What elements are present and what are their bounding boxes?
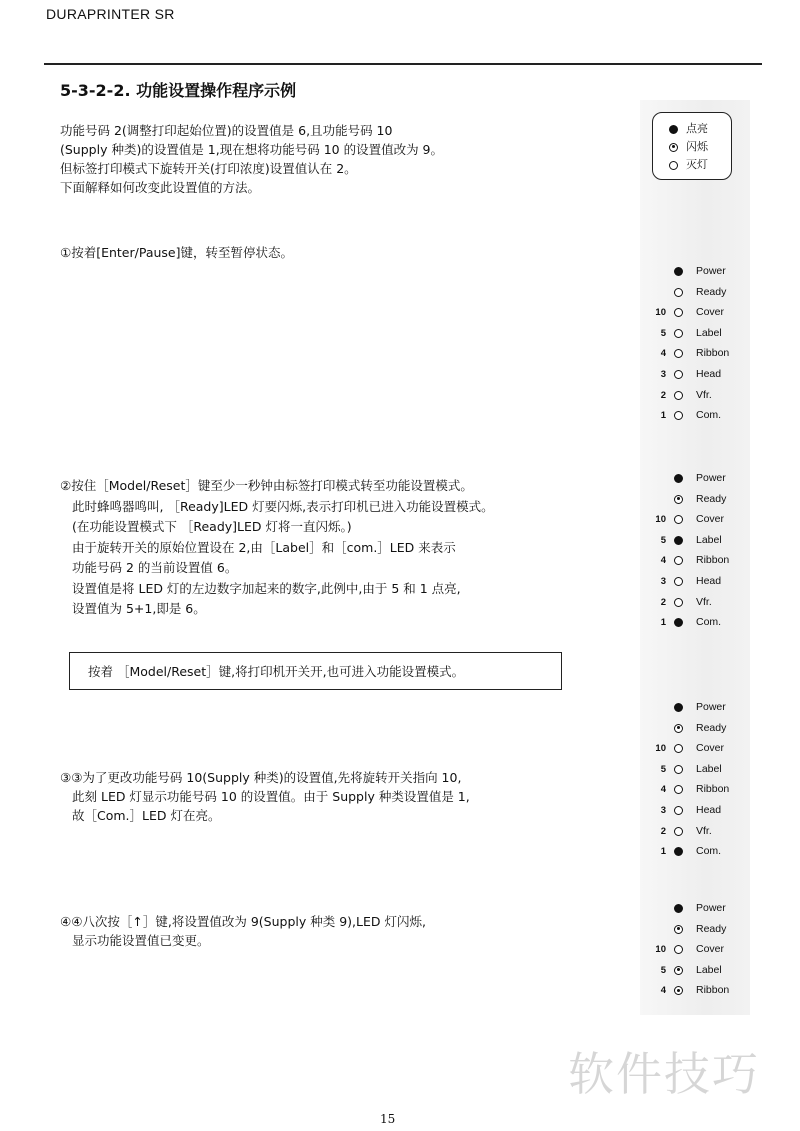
legend-row-off (669, 156, 708, 174)
intro-line: 下面解释如何改变此设置值的方法。 (60, 180, 261, 195)
led-off-icon (674, 556, 683, 565)
led-off-icon (674, 945, 683, 954)
led-row-ready (652, 490, 752, 510)
led-row-power (652, 469, 752, 489)
led-off-icon (674, 411, 683, 420)
led-number: 10 (655, 307, 666, 319)
led-label: Label (696, 533, 722, 546)
led-row-com (652, 842, 752, 862)
led-number: 3 (660, 805, 666, 816)
led-label: Com. (696, 845, 722, 858)
led-row-ribbon (652, 780, 752, 800)
step-3-line: 此刻 LED 灯显示功能号码 10 的设置值。由于 Supply 种类设置值是 1, (72, 789, 470, 804)
led-row-label (652, 961, 752, 981)
led-row-cover (652, 940, 752, 960)
led-row-ribbon (652, 981, 752, 1001)
led-row-power (652, 698, 752, 718)
led-number: 10 (655, 514, 666, 526)
header-rule (44, 63, 762, 65)
led-on-icon (674, 474, 683, 483)
led-number: 3 (660, 576, 666, 587)
led-blink-icon (674, 966, 683, 975)
intro-line: 但标签打印模式下旋转开关(打印浓度)设置值认在 2。 (60, 161, 357, 176)
led-label: Label (696, 762, 722, 775)
led-number: 10 (655, 944, 666, 956)
led-number: 5 (660, 763, 666, 775)
intro-line: (Supply 种类)的设置值是 1,现在想将功能号码 10 的设置值改为 9。 (60, 142, 444, 157)
led-label: Vfr. (696, 824, 712, 837)
led-off-icon (674, 391, 683, 400)
intro-line: 功能号码 2(调整打印起始位置)的设置值是 6,且功能号码 10 (60, 123, 393, 138)
led-on-icon (674, 618, 683, 627)
led-off-icon (674, 370, 683, 379)
step-1-line: ①按着[Enter/Pause]键，转至暂停状态。 (60, 245, 293, 260)
led-row-com (652, 613, 752, 633)
led-off-icon (674, 785, 683, 794)
watermark: 软件技巧 (568, 1047, 760, 1101)
step-4-line: ④④八次按［↑］键,将设置值改为 9(Supply 种类 9),LED 灯闪烁, (60, 914, 426, 929)
led-label: Ready (696, 721, 727, 734)
led-number: 1 (660, 846, 666, 858)
led-label: Power (696, 701, 726, 713)
led-label: Head (696, 575, 722, 587)
led-label: Ready (696, 492, 727, 505)
led-number: 4 (660, 555, 666, 567)
led-off-icon (674, 288, 683, 297)
led-label: Head (696, 804, 722, 816)
led-number: 5 (660, 534, 666, 546)
led-label: Cover (696, 742, 725, 755)
step-2 (60, 476, 494, 620)
step-2-line: 由于旋转开关的原始位置设在 2,由［Label］和［com.］LED 来表示 (72, 539, 456, 555)
led-label: Power (696, 472, 726, 484)
led-label: Ribbon (696, 554, 730, 567)
page-number: 15 (380, 1112, 396, 1126)
led-off-icon (674, 598, 683, 607)
led-blink-icon (674, 495, 683, 504)
legend-label: 闪烁 (686, 140, 708, 153)
step-2-line: ②按住［Model/Reset］键至少一秒钟由标签打印模式转至功能设置模式。 (60, 478, 473, 493)
led-number: 5 (660, 327, 666, 339)
led-label: Cover (696, 943, 725, 956)
led-label: Ready (696, 285, 727, 298)
led-label: Com. (696, 616, 722, 629)
led-number: 4 (660, 784, 666, 796)
legend-label: 灭灯 (686, 158, 708, 171)
led-row-label (652, 531, 752, 551)
led-number: 10 (655, 743, 666, 755)
led-row-cover (652, 510, 752, 530)
intro-paragraph (60, 121, 443, 197)
step-4-line: 显示功能设置值已变更。 (72, 933, 210, 948)
led-row-power (652, 899, 752, 919)
led-label: Ribbon (696, 783, 730, 796)
led-label: Ribbon (696, 984, 730, 997)
led-row-vfr (652, 822, 752, 842)
led-label: Ribbon (696, 347, 730, 360)
led-number: 1 (660, 410, 666, 422)
step-4 (60, 912, 426, 950)
led-label: Label (696, 963, 722, 976)
led-row-label (652, 760, 752, 780)
led-on-icon (674, 267, 683, 276)
led-row-com (652, 406, 752, 426)
step-3-line: 故［Com.］LED 灯在亮。 (72, 808, 221, 823)
led-number: 3 (660, 369, 666, 380)
led-row-vfr (652, 593, 752, 613)
led-number: 2 (660, 596, 666, 608)
led-blink-icon (674, 925, 683, 934)
led-row-head (652, 365, 752, 385)
led-row-head (652, 572, 752, 592)
led-row-label (652, 324, 752, 344)
legend-row-blink (669, 138, 708, 156)
led-off-icon (674, 515, 683, 524)
led-off-icon (674, 744, 683, 753)
led-on-icon (674, 536, 683, 545)
led-number: 4 (660, 985, 666, 997)
led-number: 5 (660, 964, 666, 976)
led-label: Label (696, 326, 722, 339)
led-label: Cover (696, 513, 725, 526)
led-blink-icon (674, 724, 683, 733)
led-label: Ready (696, 922, 727, 935)
led-off-icon (669, 161, 678, 170)
led-off-icon (674, 308, 683, 317)
led-off-icon (674, 765, 683, 774)
section-title: 5-3-2-2. 功能设置操作程序示例 (60, 81, 297, 100)
step-3 (60, 768, 470, 825)
led-row-cover (652, 303, 752, 323)
led-label: Power (696, 902, 726, 914)
led-label: Vfr. (696, 595, 712, 608)
led-label: Vfr. (696, 388, 712, 401)
led-row-ribbon (652, 344, 752, 364)
led-row-cover (652, 739, 752, 759)
led-label: Head (696, 368, 722, 380)
step-2-line: 功能号码 2 的当前设置值 6。 (72, 560, 238, 575)
legend-row-on (669, 120, 708, 138)
led-off-icon (674, 806, 683, 815)
led-row-ribbon (652, 551, 752, 571)
step-3-line: ③③为了更改功能号码 10(Supply 种类)的设置值,先将旋转开关指向 10, (60, 770, 462, 785)
led-row-ready (652, 283, 752, 303)
led-on-icon (674, 703, 683, 712)
step-1 (60, 243, 293, 262)
led-number: 2 (660, 825, 666, 837)
led-row-head (652, 801, 752, 821)
led-label: Com. (696, 409, 722, 422)
led-label: Cover (696, 306, 725, 319)
led-on-icon (669, 125, 678, 134)
led-row-power (652, 262, 752, 282)
led-row-ready (652, 920, 752, 940)
document-header: DURAPRINTER SR (46, 6, 175, 22)
led-on-icon (674, 847, 683, 856)
led-blink-icon (674, 986, 683, 995)
step-2-line: 设置值是将 LED 灯的左边数字加起来的数字,此例中,由于 5 和 1 点亮, (72, 580, 461, 596)
led-blink-icon (669, 143, 678, 152)
led-off-icon (674, 349, 683, 358)
note-box: 按着 ［Model/Reset］键,将打印机开关开,也可进入功能设置模式。 (69, 652, 562, 690)
step-2-line: 设置值为 5+1,即是 6。 (72, 601, 206, 616)
led-off-icon (674, 827, 683, 836)
led-number: 4 (660, 348, 666, 360)
step-2-line: (在功能设置模式下 ［Ready]LED 灯将一直闪烁。) (72, 519, 352, 534)
led-off-icon (674, 577, 683, 586)
step-2-line: 此时蜂鸣器鸣叫, ［Ready]LED 灯要闪烁,表示打印机已进入功能设置模式。 (72, 498, 494, 514)
led-row-ready (652, 719, 752, 739)
legend-label: 点亮 (686, 122, 708, 135)
led-number: 2 (660, 389, 666, 401)
led-legend (652, 112, 732, 180)
led-row-vfr (652, 386, 752, 406)
led-on-icon (674, 904, 683, 913)
led-number: 1 (660, 617, 666, 629)
led-label: Power (696, 265, 726, 277)
led-off-icon (674, 329, 683, 338)
